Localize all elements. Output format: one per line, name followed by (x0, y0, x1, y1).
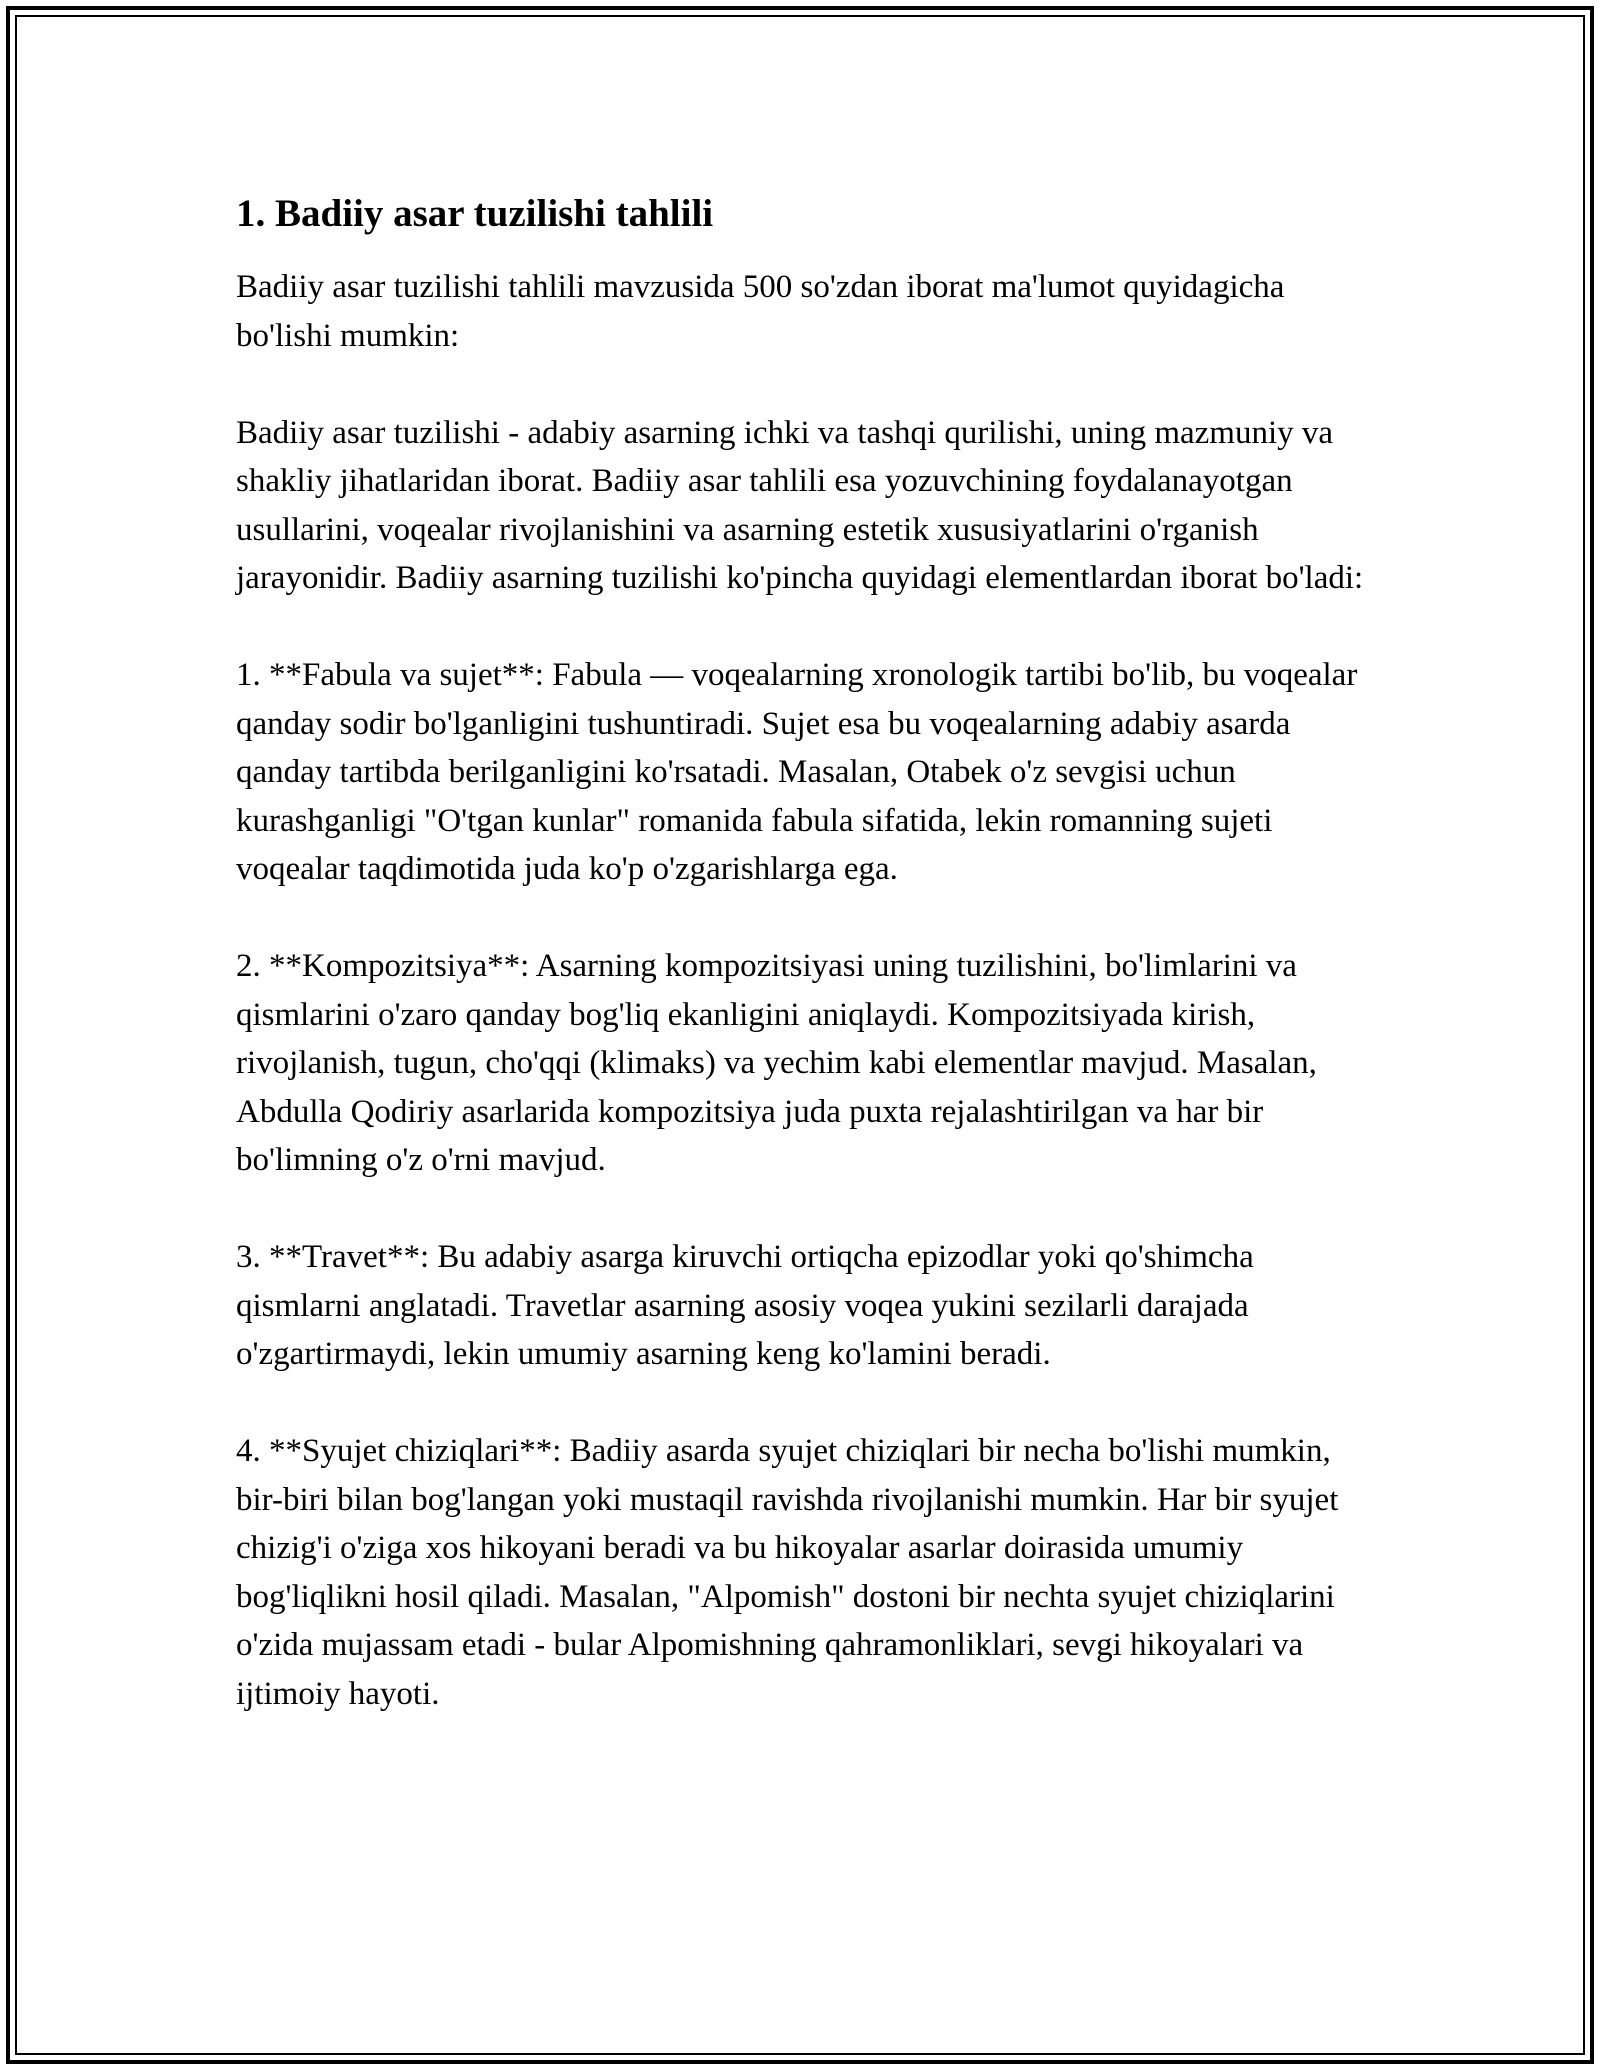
paragraph-intro: Badiiy asar tuzilishi tahlili mavzusida 500 so'zdan iborat ma'lumot quyidagicha bo'lishi mumkin: (236, 269, 1285, 354)
paragraph-travet: 3. **Travet**: Bu adabiy asarga kiruvchi ortiqcha epizodlar yoki qo'shimcha qismlarni anglatadi. Travetlar asarning asosiy voqea yukini sezilarli darajada o'zgartirmaydi, lekin umumiy asarning keng ko'lamini beradi. (236, 1239, 1254, 1372)
paragraph-fabula-sujet: 1. **Fabula va sujet**: Fabula — voqealarning xronologik tartibi bo'lib, bu voqealar qanday sodir bo'lganligini tushuntiradi. Sujet esa bu voqealarning adabiy asarda qanday tartibda berilganligini ko'rsatadi. Masalan, Otabek o'z sevgisi uchun kurashganligi "O'tgan kunlar" romanida fabula sifatida, lekin romanning sujeti voqealar taqdimotida juda ko'p o'zgarishlarga ega. (236, 657, 1358, 887)
section-heading: 1. Badiiy asar tuzilishi tahlili (236, 192, 714, 235)
paragraph-definition: Badiiy asar tuzilishi - adabiy asarning ichki va tashqi qurilishi, uning mazmuniy va shakliy jihatlaridan iborat. Badiiy asar tahlili esa yozuvchining foydalanayotgan usullarini, voqealar rivojlanishini va asarning estetik xususiyatlarini o'rganish jarayonidir. Badiiy asarning tuzilishi ko'pincha quyidagi elementlardan iborat bo'ladi: (236, 414, 1364, 596)
paragraph-syujet-chiziqlari: 4. **Syujet chiziqlari**: Badiiy asarda syujet chiziqlari bir necha bo'lishi mumkin, bir-biri bilan bog'langan yoki mustaqil ravishda rivojlanishi mumkin. Har bir syujet chizig'i o'ziga xos hikoyani beradi va bu hikoyalar asarlar doirasida umumiy bog'liqlikni hosil qiladi. Masalan, "Alpomish" dostoni bir nechta syujet chiziqlarini o'zida mujassam etadi - bular Alpomishning qahramonliklari, sevgi hikoyalari va ijtimoiy hayoti. (236, 1433, 1339, 1712)
document-body (236, 188, 1376, 1718)
paragraph-kompozitsiya: 2. **Kompozitsiya**: Asarning kompozitsiyasi uning tuzilishini, bo'limlarini va qismlarini o'zaro qanday bog'liq ekanligini aniqlaydi. Kompozitsiyada kirish, rivojlanish, tugun, cho'qqi (klimaks) va yechim kabi elementlar mavjud. Masalan, Abdulla Qodiriy asarlarida kompozitsiya juda puxta rejalashtirilgan va har bir bo'limning o'z o'rni mavjud. (236, 948, 1317, 1178)
